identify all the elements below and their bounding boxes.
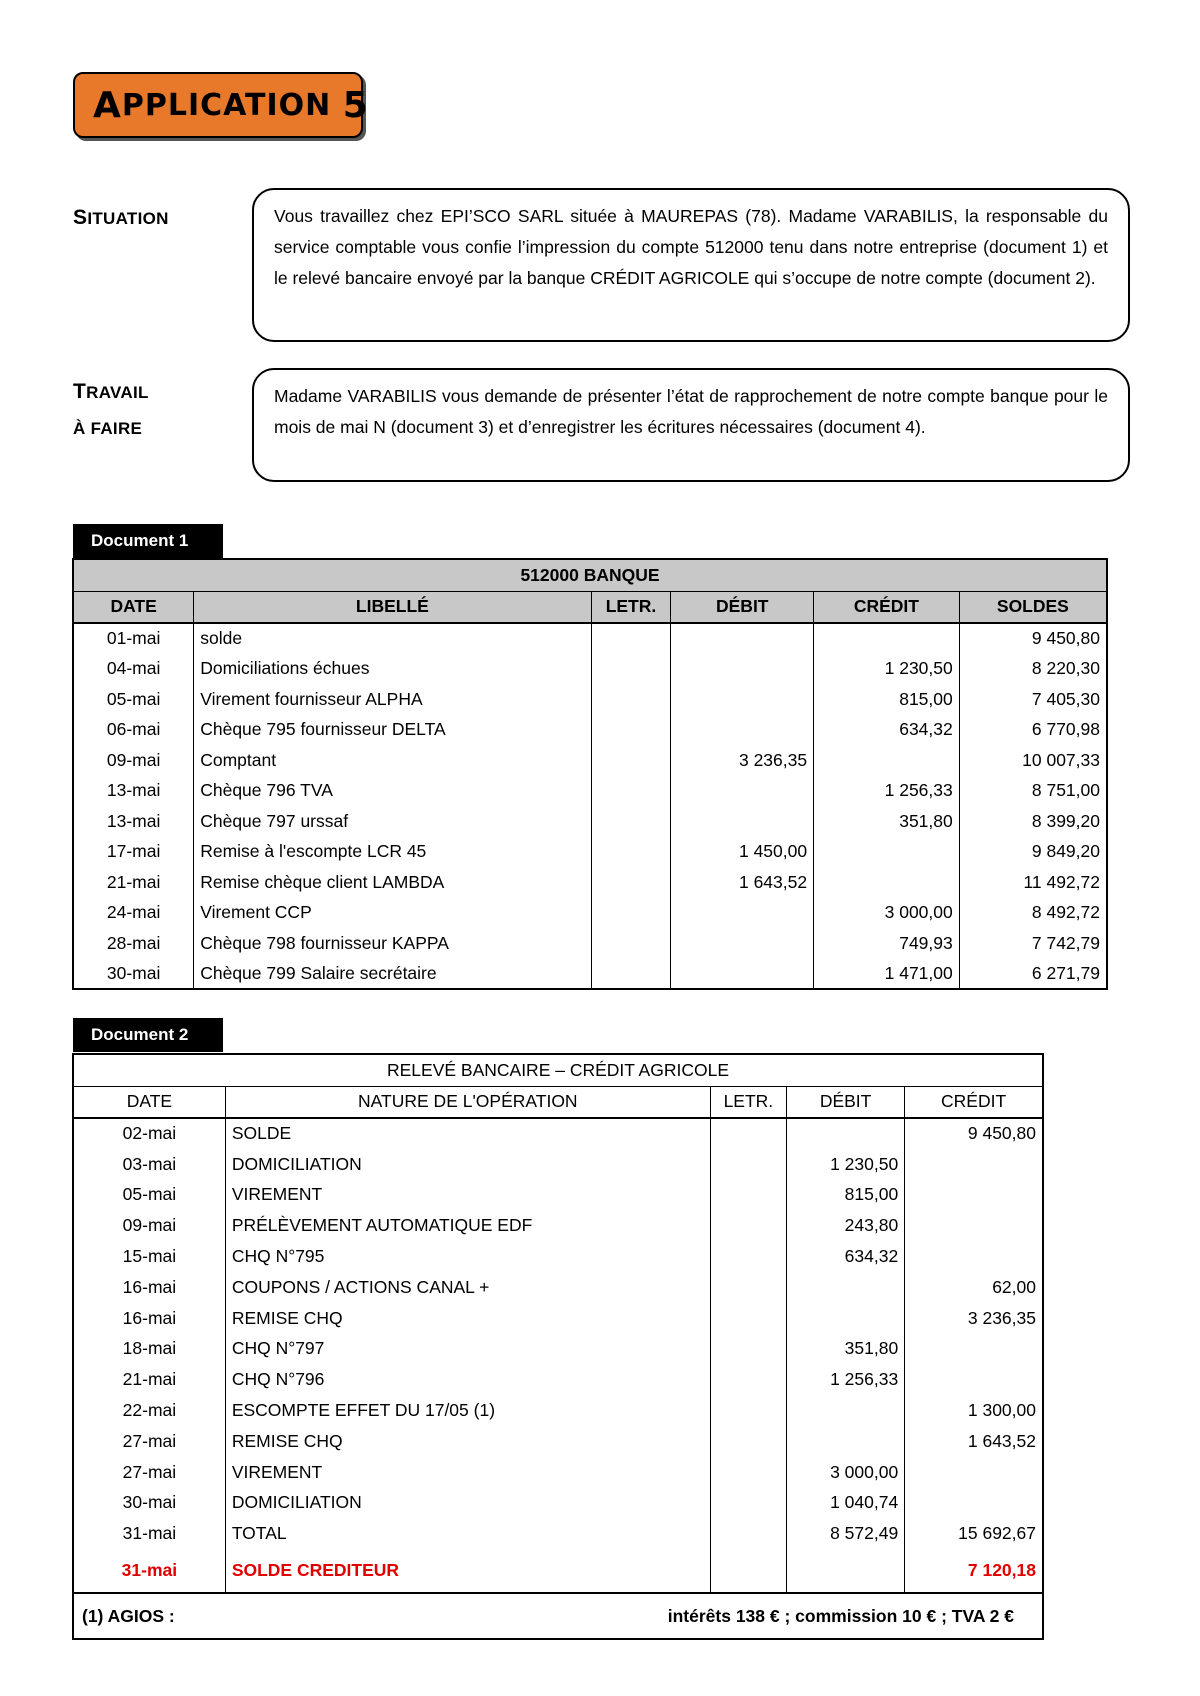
ledger-cell: 8 751,00	[959, 776, 1107, 807]
statement-row	[73, 1395, 1043, 1426]
ledger-row	[73, 806, 1107, 837]
ledger-cell	[671, 684, 814, 715]
ledger-cell	[814, 867, 960, 898]
statement-row	[73, 1488, 1043, 1519]
ledger-header-cell: LIBELLÉ	[194, 591, 591, 623]
statement-cell: 62,00	[905, 1272, 1043, 1303]
statement-cell	[905, 1241, 1043, 1272]
ledger-cell: 351,80	[814, 806, 960, 837]
travail-text: Madame VARABILIS vous demande de présenter l’état de rapprochement de notre compte banque pour le mois de mai N (document 3) et d’enregistrer les écritures nécessaires (document 4).	[274, 386, 1108, 437]
ledger-cell: 13-mai	[73, 806, 194, 837]
ledger-cell	[591, 898, 671, 929]
situation-label: SITUATION	[73, 206, 169, 229]
statement-header-cell: DÉBIT	[786, 1086, 904, 1118]
statement-cell	[905, 1457, 1043, 1488]
ledger-cell: 8 492,72	[959, 898, 1107, 929]
statement-cell: 3 236,35	[905, 1303, 1043, 1334]
ledger-cell: 1 230,50	[814, 654, 960, 685]
ledger-cell: 9 450,80	[959, 623, 1107, 654]
ledger-header-cell: DATE	[73, 591, 194, 623]
statement-cell: 1 040,74	[786, 1488, 904, 1519]
closing-balance-cell	[710, 1549, 786, 1593]
statement-cell	[710, 1180, 786, 1211]
statement-header-cell: NATURE DE L'OPÉRATION	[225, 1086, 710, 1118]
statement-header-cell: LETR.	[710, 1086, 786, 1118]
ledger-cell: 7 405,30	[959, 684, 1107, 715]
ledger-row	[73, 745, 1107, 776]
ledger-cell	[671, 928, 814, 959]
statement-cell	[905, 1180, 1043, 1211]
statement-cell	[905, 1488, 1043, 1519]
ledger-cell: 04-mai	[73, 654, 194, 685]
statement-row	[73, 1364, 1043, 1395]
statement-cell: 8 572,49	[786, 1518, 904, 1549]
statement-cell	[710, 1518, 786, 1549]
ledger-cell	[671, 654, 814, 685]
ledger-cell: 09-mai	[73, 745, 194, 776]
ledger-header-cell: LETR.	[591, 591, 671, 623]
statement-cell: 1 300,00	[905, 1395, 1043, 1426]
ledger-row	[73, 928, 1107, 959]
title-rest: PPLICATION	[121, 87, 332, 123]
ledger-cell: Chèque 795 fournisseur DELTA	[194, 715, 591, 746]
ledger-cell: 17-mai	[73, 837, 194, 868]
ledger-cell	[671, 623, 814, 654]
statement-cell	[710, 1426, 786, 1457]
document-1-tab: Document 1	[73, 524, 223, 558]
ledger-cell	[671, 898, 814, 929]
statement-cell	[710, 1118, 786, 1149]
ledger-cell: 11 492,72	[959, 867, 1107, 898]
ledger-cell: Chèque 796 TVA	[194, 776, 591, 807]
agios-label: (1) AGIOS :	[82, 1605, 175, 1626]
statement-row	[73, 1334, 1043, 1365]
ledger-cell	[591, 684, 671, 715]
ledger-row	[73, 684, 1107, 715]
ledger-cell: solde	[194, 623, 591, 654]
bank-account-ledger-table	[72, 558, 1108, 990]
statement-cell: CHQ N°796	[225, 1364, 710, 1395]
closing-balance-cell: 31-mai	[73, 1549, 225, 1593]
ledger-cell: Virement CCP	[194, 898, 591, 929]
ledger-cell	[591, 623, 671, 654]
ledger-title: 512000 BANQUE	[73, 559, 1107, 591]
ledger-cell	[814, 837, 960, 868]
statement-cell: 05-mai	[73, 1180, 225, 1211]
ledger-cell	[591, 806, 671, 837]
statement-cell: 815,00	[786, 1180, 904, 1211]
statement-cell	[786, 1118, 904, 1149]
ledger-cell: 13-mai	[73, 776, 194, 807]
ledger-cell	[591, 928, 671, 959]
statement-cell: REMISE CHQ	[225, 1426, 710, 1457]
ledger-cell: 6 770,98	[959, 715, 1107, 746]
ledger-cell: 9 849,20	[959, 837, 1107, 868]
ledger-cell: 7 742,79	[959, 928, 1107, 959]
closing-balance-row	[73, 1549, 1043, 1593]
ledger-cell	[671, 806, 814, 837]
statement-row	[73, 1457, 1043, 1488]
agios-detail: intérêts 138 € ; commission 10 € ; TVA 2 €	[667, 1605, 1014, 1626]
ledger-cell: 06-mai	[73, 715, 194, 746]
statement-cell	[905, 1149, 1043, 1180]
statement-cell: 03-mai	[73, 1149, 225, 1180]
ledger-row	[73, 959, 1107, 990]
ledger-header-cell: DÉBIT	[671, 591, 814, 623]
ledger-cell: Chèque 799 Salaire secrétaire	[194, 959, 591, 990]
statement-cell	[710, 1334, 786, 1365]
ledger-cell	[591, 745, 671, 776]
statement-cell: CHQ N°795	[225, 1241, 710, 1272]
title-number: 5	[342, 84, 369, 126]
ledger-cell: 3 000,00	[814, 898, 960, 929]
statement-cell: CHQ N°797	[225, 1334, 710, 1365]
statement-cell: 15-mai	[73, 1241, 225, 1272]
ledger-cell	[671, 959, 814, 990]
closing-balance-cell	[786, 1549, 904, 1593]
statement-cell: 16-mai	[73, 1272, 225, 1303]
statement-row	[73, 1518, 1043, 1549]
ledger-row	[73, 776, 1107, 807]
ledger-cell: Remise à l'escompte LCR 45	[194, 837, 591, 868]
ledger-cell: Chèque 798 fournisseur KAPPA	[194, 928, 591, 959]
statement-cell: VIREMENT	[225, 1180, 710, 1211]
ledger-row	[73, 867, 1107, 898]
ledger-cell	[591, 776, 671, 807]
ledger-cell: 05-mai	[73, 684, 194, 715]
statement-cell: ESCOMPTE EFFET DU 17/05 (1)	[225, 1395, 710, 1426]
statement-cell: 3 000,00	[786, 1457, 904, 1488]
statement-cell: 243,80	[786, 1210, 904, 1241]
statement-cell	[710, 1395, 786, 1426]
ledger-cell: Chèque 797 urssaf	[194, 806, 591, 837]
title-first-letter: A	[93, 84, 122, 126]
statement-row	[73, 1210, 1043, 1241]
statement-cell	[905, 1210, 1043, 1241]
closing-balance-cell: SOLDE CREDITEUR	[225, 1549, 710, 1593]
ledger-cell: 815,00	[814, 684, 960, 715]
ledger-row	[73, 837, 1107, 868]
ledger-cell: 6 271,79	[959, 959, 1107, 990]
statement-cell	[786, 1303, 904, 1334]
statement-cell: 27-mai	[73, 1457, 225, 1488]
statement-cell: DOMICILIATION	[225, 1488, 710, 1519]
statement-cell: 16-mai	[73, 1303, 225, 1334]
ledger-cell: 1 450,00	[671, 837, 814, 868]
ledger-row	[73, 898, 1107, 929]
statement-cell	[710, 1241, 786, 1272]
statement-cell	[905, 1364, 1043, 1395]
statement-header-cell: CRÉDIT	[905, 1086, 1043, 1118]
statement-cell	[710, 1364, 786, 1395]
statement-cell: PRÉLÈVEMENT AUTOMATIQUE EDF	[225, 1210, 710, 1241]
ledger-cell: Comptant	[194, 745, 591, 776]
ledger-cell	[591, 715, 671, 746]
ledger-header-cell: SOLDES	[959, 591, 1107, 623]
statement-cell	[710, 1210, 786, 1241]
application-title	[73, 72, 369, 138]
statement-cell	[710, 1149, 786, 1180]
ledger-cell: 30-mai	[73, 959, 194, 990]
statement-cell: 02-mai	[73, 1118, 225, 1149]
closing-balance-cell: 7 120,18	[905, 1549, 1043, 1593]
statement-cell: 634,32	[786, 1241, 904, 1272]
statement-cell: 9 450,80	[905, 1118, 1043, 1149]
statement-header-cell: DATE	[73, 1086, 225, 1118]
ledger-row	[73, 715, 1107, 746]
ledger-header-cell: CRÉDIT	[814, 591, 960, 623]
bank-statement-table	[72, 1053, 1044, 1640]
ledger-cell: 01-mai	[73, 623, 194, 654]
ledger-cell: Virement fournisseur ALPHA	[194, 684, 591, 715]
statement-cell: TOTAL	[225, 1518, 710, 1549]
document-2-tab: Document 2	[73, 1018, 223, 1052]
situation-text: Vous travaillez chez EPI’SCO SARL située à MAUREPAS (78). Madame VARABILIS, la responsable du service comptable vous confie l’impression du compte 512000 tenu dans notre entreprise (document 1) et le relevé bancaire envoyé par la banque CRÉDIT AGRICOLE qui s’occupe de notre compte (document 2).	[274, 206, 1108, 288]
ledger-cell: 8 220,30	[959, 654, 1107, 685]
statement-cell: 18-mai	[73, 1334, 225, 1365]
statement-row	[73, 1180, 1043, 1211]
ledger-cell	[591, 867, 671, 898]
ledger-cell: 21-mai	[73, 867, 194, 898]
statement-row	[73, 1272, 1043, 1303]
travail-box	[252, 368, 1130, 482]
statement-cell: 15 692,67	[905, 1518, 1043, 1549]
ledger-cell: 10 007,33	[959, 745, 1107, 776]
statement-row	[73, 1241, 1043, 1272]
agios-note	[73, 1593, 1043, 1639]
ledger-cell: 3 236,35	[671, 745, 814, 776]
ledger-cell: 24-mai	[73, 898, 194, 929]
statement-cell: 30-mai	[73, 1488, 225, 1519]
statement-cell: SOLDE	[225, 1118, 710, 1149]
ledger-cell: 1 256,33	[814, 776, 960, 807]
ledger-row	[73, 623, 1107, 654]
statement-cell	[786, 1395, 904, 1426]
statement-cell	[710, 1303, 786, 1334]
statement-cell: 31-mai	[73, 1518, 225, 1549]
statement-cell: 1 256,33	[786, 1364, 904, 1395]
ledger-cell	[591, 959, 671, 990]
statement-cell	[905, 1334, 1043, 1365]
statement-cell: 1 230,50	[786, 1149, 904, 1180]
statement-cell: 21-mai	[73, 1364, 225, 1395]
statement-cell	[710, 1272, 786, 1303]
statement-cell: VIREMENT	[225, 1457, 710, 1488]
statement-cell: 22-mai	[73, 1395, 225, 1426]
ledger-cell: Remise chèque client LAMBDA	[194, 867, 591, 898]
ledger-row	[73, 654, 1107, 685]
ledger-cell: Domiciliations échues	[194, 654, 591, 685]
statement-cell: 27-mai	[73, 1426, 225, 1457]
statement-row	[73, 1426, 1043, 1457]
statement-row	[73, 1303, 1043, 1334]
travail-label: TRAVAIL À FAIRE	[73, 380, 149, 438]
statement-cell: 1 643,52	[905, 1426, 1043, 1457]
statement-cell	[710, 1488, 786, 1519]
statement-cell: COUPONS / ACTIONS CANAL +	[225, 1272, 710, 1303]
statement-cell	[786, 1426, 904, 1457]
ledger-cell: 28-mai	[73, 928, 194, 959]
ledger-cell: 749,93	[814, 928, 960, 959]
statement-cell	[710, 1457, 786, 1488]
statement-cell	[786, 1272, 904, 1303]
statement-row	[73, 1118, 1043, 1149]
statement-title: RELEVÉ BANCAIRE – CRÉDIT AGRICOLE	[73, 1054, 1043, 1086]
ledger-cell	[814, 745, 960, 776]
statement-cell: REMISE CHQ	[225, 1303, 710, 1334]
ledger-cell: 634,32	[814, 715, 960, 746]
statement-cell: 351,80	[786, 1334, 904, 1365]
ledger-cell	[591, 654, 671, 685]
statement-cell: DOMICILIATION	[225, 1149, 710, 1180]
ledger-cell	[671, 776, 814, 807]
ledger-cell: 8 399,20	[959, 806, 1107, 837]
statement-cell: 09-mai	[73, 1210, 225, 1241]
ledger-cell	[671, 715, 814, 746]
ledger-cell	[591, 837, 671, 868]
ledger-cell	[814, 623, 960, 654]
statement-row	[73, 1149, 1043, 1180]
ledger-cell: 1 643,52	[671, 867, 814, 898]
situation-box	[252, 188, 1130, 342]
ledger-cell: 1 471,00	[814, 959, 960, 990]
